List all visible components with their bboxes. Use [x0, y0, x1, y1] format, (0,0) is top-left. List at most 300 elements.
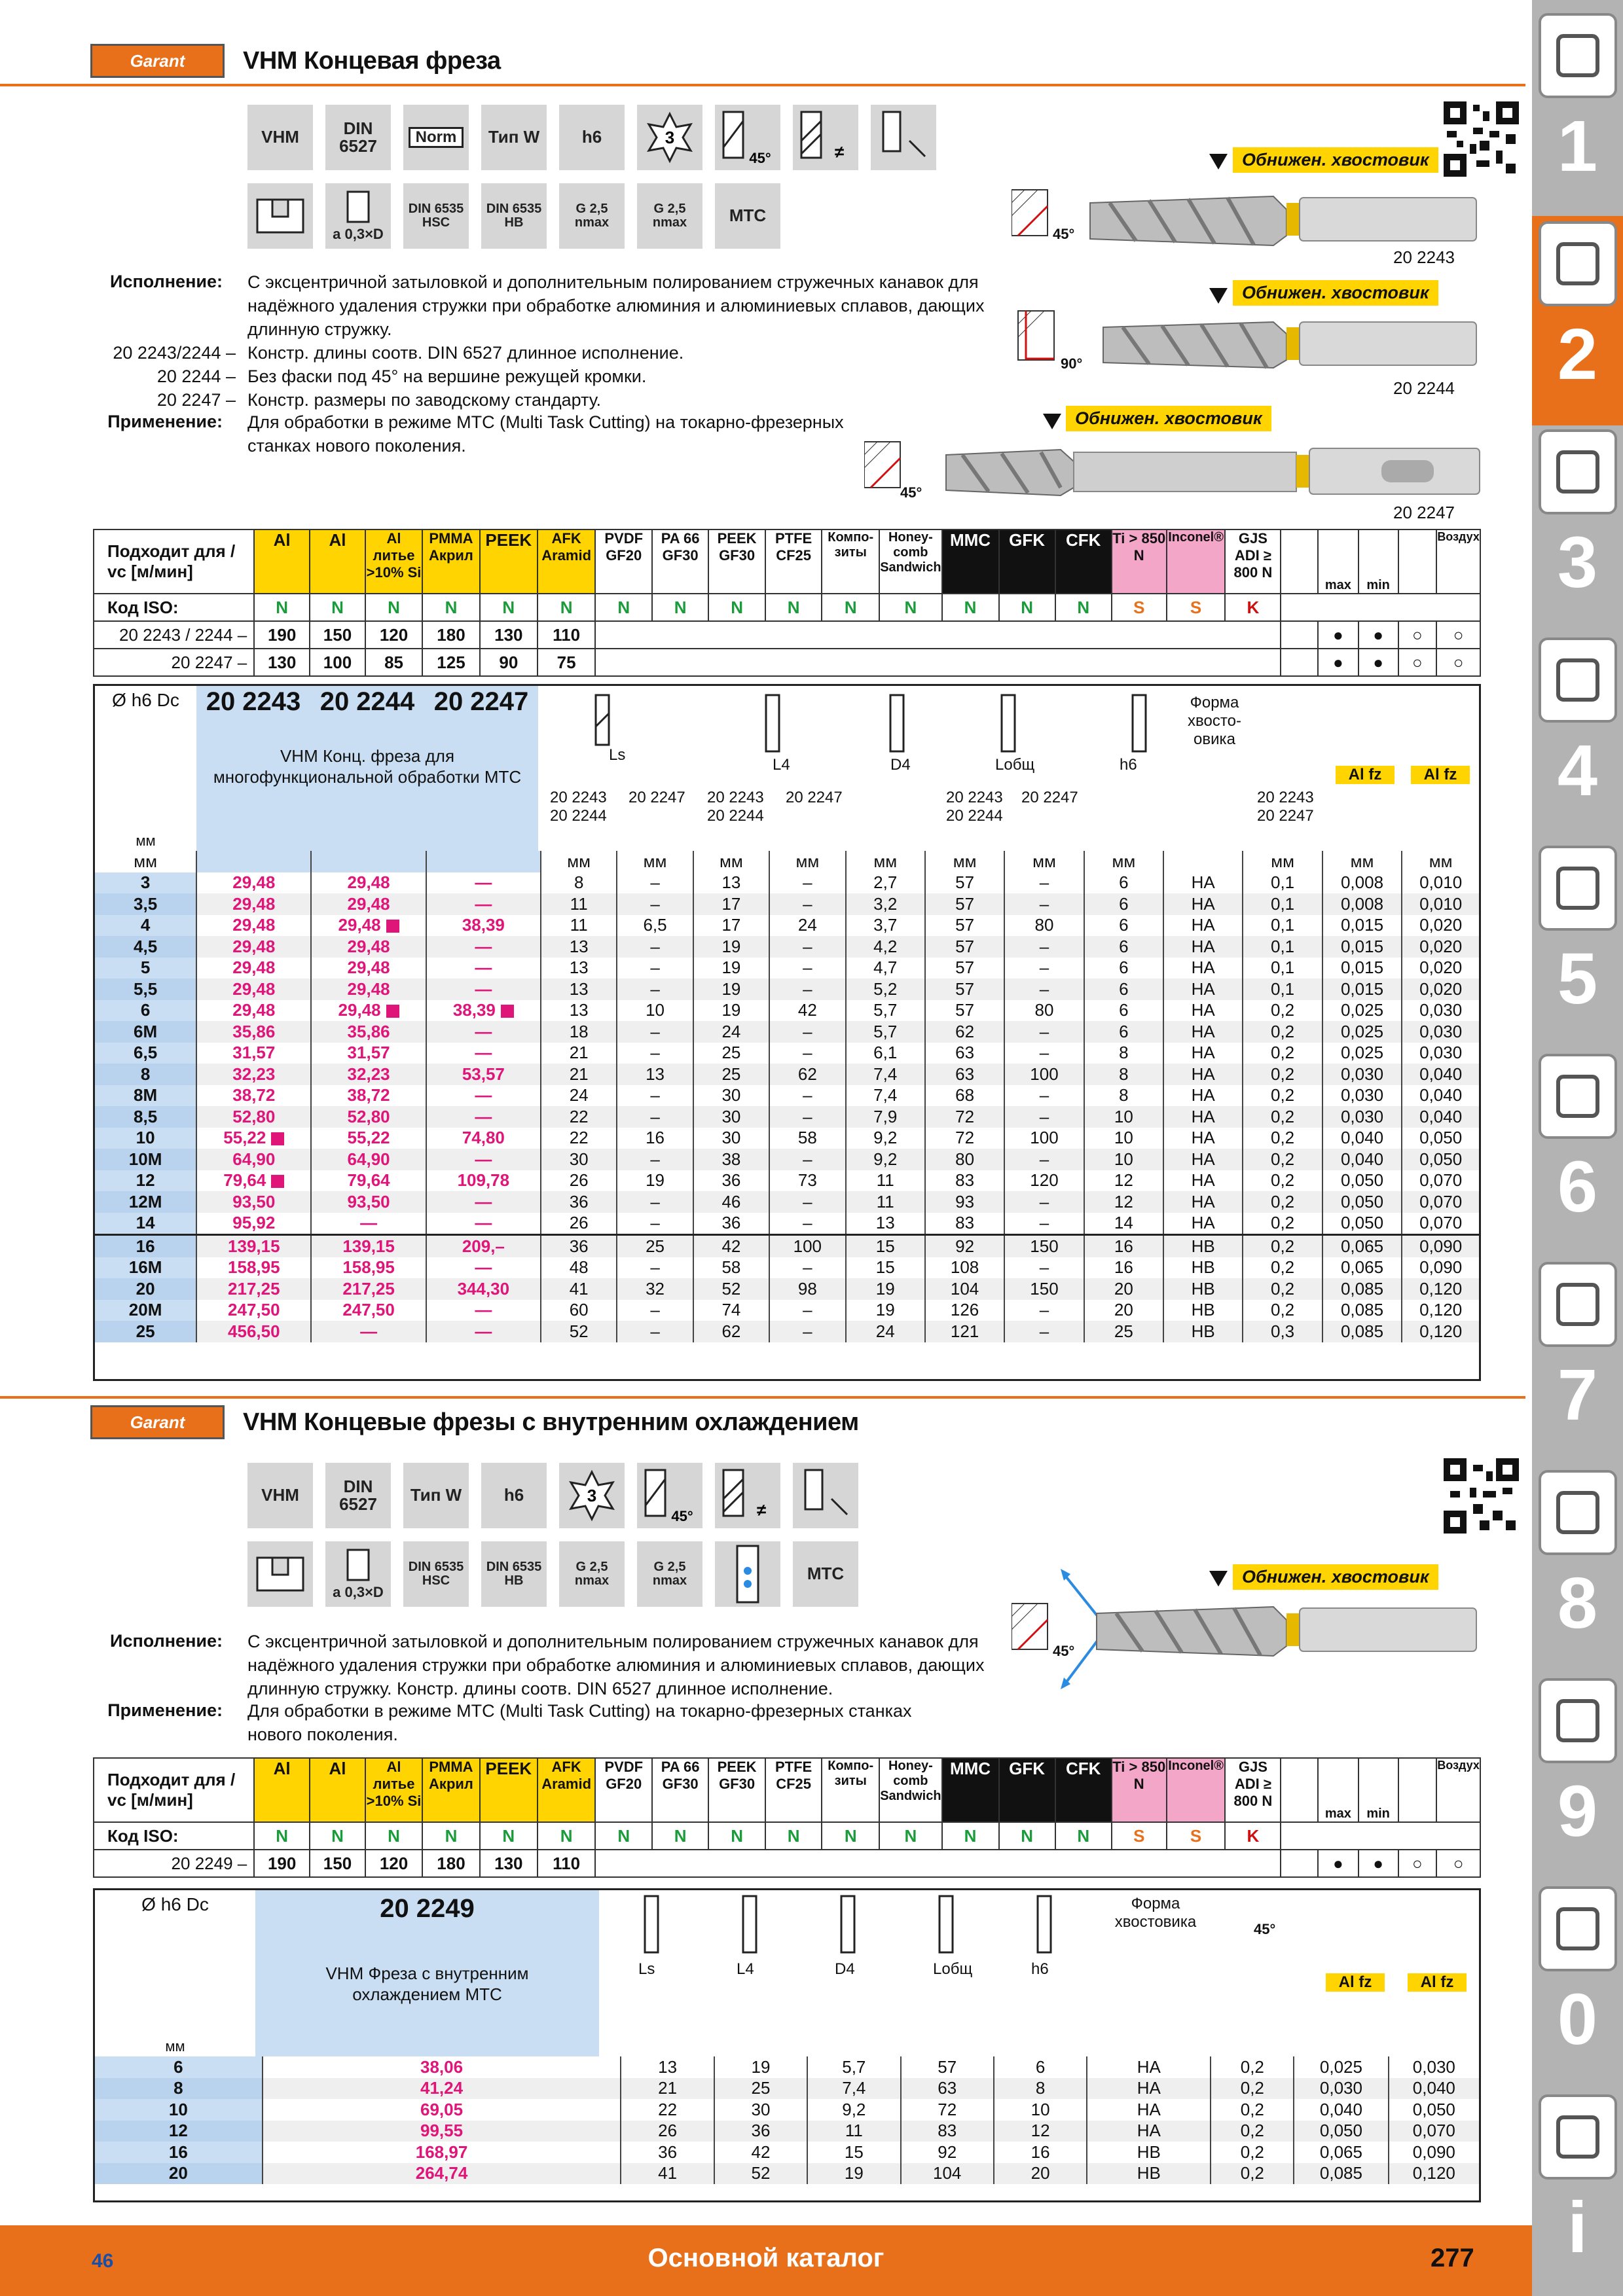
- value-cell: 9,2: [846, 1149, 925, 1170]
- value-cell: 10: [617, 1000, 693, 1022]
- tool-dim-icon: [589, 694, 615, 746]
- shank-form-label: Форма хвостовика: [1114, 1895, 1197, 1931]
- price-cell[interactable]: —: [426, 978, 541, 1000]
- vc-value: 120: [365, 621, 422, 649]
- price-cell[interactable]: 31,57: [196, 1043, 311, 1064]
- price-cell[interactable]: 35,86: [311, 1021, 426, 1043]
- shank-label-1: Обнижен. хвостовик: [1233, 147, 1438, 173]
- table-row: [95, 978, 1479, 1000]
- fz-al-1: Al fz: [1326, 1973, 1385, 1992]
- value-cell: HA: [1163, 936, 1243, 958]
- value-cell: 60: [541, 1300, 617, 1321]
- diameter-cell: 6: [95, 2056, 263, 2078]
- value-cell: 100: [1004, 1064, 1084, 1085]
- table-row: [95, 2142, 1479, 2163]
- price-cell[interactable]: —: [426, 893, 541, 915]
- value-cell: 5,2: [846, 978, 925, 1000]
- value-cell: 58: [693, 1257, 769, 1279]
- value-cell: 6: [1084, 872, 1163, 894]
- unit: мм: [541, 851, 617, 872]
- mat-gjs: GJS ADI ≥ 800 N: [1225, 529, 1281, 594]
- sidebar-tab-number[interactable]: 1: [1557, 106, 1598, 187]
- value-cell: 83: [901, 2121, 994, 2142]
- value-cell: 0,2: [1243, 1064, 1322, 1085]
- mat-pvdf: PVDF GF20: [595, 1758, 652, 1822]
- value-cell: HB: [1087, 2142, 1211, 2163]
- price-cell[interactable]: —: [311, 1321, 426, 1342]
- value-cell: 0,070: [1402, 1170, 1479, 1192]
- value-cell: 46: [693, 1191, 769, 1213]
- price-cell[interactable]: 79,64: [311, 1170, 426, 1192]
- price-cell[interactable]: 64,90: [196, 1149, 311, 1170]
- value-cell: 22: [541, 1128, 617, 1149]
- shank-label-4: Обнижен. хвостовик: [1233, 1564, 1438, 1590]
- value-cell: 0,040: [1402, 1106, 1479, 1128]
- table-row: [95, 958, 1479, 979]
- value-cell: 20: [1084, 1300, 1163, 1321]
- price-cell[interactable]: 32,23: [196, 1064, 311, 1085]
- icon-balance-2: G 2,5 nmax: [637, 1541, 702, 1607]
- value-cell: 80: [1004, 915, 1084, 937]
- coolant-none-icon: [1398, 529, 1437, 594]
- value-cell: 6,5: [617, 915, 693, 937]
- value-cell: 22: [541, 1106, 617, 1128]
- value-cell: 0,2: [1211, 2142, 1294, 2163]
- value-cell: 74: [693, 1300, 769, 1321]
- sidebar-tab-7-icon[interactable]: [1539, 1262, 1617, 1347]
- sidebar-tab-number[interactable]: 9: [1557, 1771, 1598, 1852]
- section2-title: VHM Концевые фрезы с внутренним охлаждением: [243, 1408, 859, 1436]
- value-cell: 80: [1004, 1000, 1084, 1022]
- price-cell[interactable]: 168,97: [263, 2142, 621, 2163]
- part-number-202244: 20 2244: [1393, 378, 1455, 398]
- unit: мм: [1322, 851, 1402, 872]
- mat-al-cast: Al литье >10% Si: [365, 1758, 422, 1822]
- iso-label: Код ISO:: [94, 594, 254, 621]
- price-cell[interactable]: 31,57: [311, 1043, 426, 1064]
- price-cell[interactable]: 158,95: [311, 1257, 426, 1279]
- price-cell[interactable]: 35,86: [196, 1021, 311, 1043]
- value-cell: 72: [925, 1128, 1004, 1149]
- value-cell: 0,090: [1389, 2142, 1479, 2163]
- price-cell[interactable]: 29,48: [196, 872, 311, 894]
- iso-code: N: [1055, 1822, 1112, 1850]
- price-cell[interactable]: 55,22: [196, 1128, 311, 1149]
- value-cell: 36: [693, 1170, 769, 1192]
- value-cell: 0,040: [1294, 2099, 1388, 2121]
- param-h6: h6: [1120, 756, 1137, 774]
- table-row: [95, 1321, 1479, 1342]
- price-cell[interactable]: 29,48: [311, 978, 426, 1000]
- value-cell: 72: [901, 2099, 994, 2121]
- price-cell[interactable]: 139,15: [196, 1235, 311, 1257]
- price-cell[interactable]: 264,74: [263, 2163, 621, 2185]
- price-cell[interactable]: 29,48: [311, 893, 426, 915]
- price-cell[interactable]: 217,25: [196, 1278, 311, 1300]
- price-cell[interactable]: 29,48: [196, 936, 311, 958]
- sidebar-tab-number[interactable]: 0: [1557, 1979, 1598, 2060]
- vc-empty: [595, 649, 1281, 676]
- value-cell: 41: [621, 2163, 714, 2185]
- price-cell[interactable]: 52,80: [196, 1106, 311, 1128]
- value-cell: 0,2: [1243, 1106, 1322, 1128]
- param-l4: L4: [737, 1960, 754, 1978]
- price-cell[interactable]: 139,15: [311, 1235, 426, 1257]
- value-cell: 8: [1084, 1064, 1163, 1085]
- price-cell[interactable]: 95,92: [196, 1213, 311, 1235]
- value-cell: HA: [1087, 2121, 1211, 2142]
- value-cell: 0,2: [1243, 1021, 1322, 1043]
- tool-dim-icon: [737, 1895, 763, 1954]
- vc-value: 120: [365, 1850, 422, 1877]
- price-cell[interactable]: 38,39: [426, 915, 541, 937]
- price-cell[interactable]: 32,23: [311, 1064, 426, 1085]
- value-cell: 22: [621, 2099, 714, 2121]
- value-cell: 6: [1084, 1000, 1163, 1022]
- price-cell[interactable]: —: [426, 1149, 541, 1170]
- unit: [311, 851, 426, 872]
- value-cell: 15: [846, 1257, 925, 1279]
- price-cell[interactable]: 38,06: [263, 2056, 621, 2078]
- unit: мм: [1004, 851, 1084, 872]
- value-cell: 0,050: [1402, 1128, 1479, 1149]
- price-cell[interactable]: 247,50: [311, 1300, 426, 1321]
- sidebar-tab-4-icon[interactable]: [1539, 637, 1617, 723]
- vc-value: 180: [422, 621, 480, 649]
- price-cell[interactable]: 344,30: [426, 1278, 541, 1300]
- value-cell: 52: [693, 1278, 769, 1300]
- page-number-left: 46: [92, 2250, 114, 2272]
- sidebar-tab-number[interactable]: i: [1567, 2187, 1588, 2268]
- price-cell[interactable]: —: [426, 1021, 541, 1043]
- price-cell[interactable]: —: [426, 1043, 541, 1064]
- price-cell[interactable]: —: [426, 1213, 541, 1235]
- value-cell: 12: [994, 2121, 1087, 2142]
- mat-inconel: Inconel®: [1167, 529, 1226, 594]
- value-cell: HB: [1087, 2163, 1211, 2185]
- value-cell: 0,025: [1322, 1043, 1402, 1064]
- price-cell[interactable]: 247,50: [196, 1300, 311, 1321]
- value-cell: –: [1004, 1149, 1084, 1170]
- price-cell[interactable]: 99,55: [263, 2121, 621, 2142]
- fz-al-2: Al fz: [1411, 766, 1470, 784]
- value-cell: 0,070: [1389, 2121, 1479, 2142]
- price-cell[interactable]: 29,48: [311, 958, 426, 979]
- price-cell[interactable]: 38,39: [426, 1000, 541, 1022]
- coolant-mark: ○: [1436, 649, 1480, 676]
- price-cell[interactable]: 93,50: [311, 1191, 426, 1213]
- value-cell: 0,020: [1402, 915, 1479, 937]
- price-cell[interactable]: 53,57: [426, 1064, 541, 1085]
- price-cell[interactable]: —: [426, 1257, 541, 1279]
- svg-text:45°: 45°: [671, 1508, 693, 1524]
- coolant-mark: ●: [1318, 621, 1358, 649]
- value-cell: 0,070: [1402, 1213, 1479, 1235]
- price-cell[interactable]: 158,95: [196, 1257, 311, 1279]
- unequal-pitch-icon: [715, 1463, 780, 1528]
- table-row: [95, 1149, 1479, 1170]
- table1-body: [95, 872, 1479, 1342]
- diameter-cell: 6: [95, 1000, 196, 1022]
- value-cell: 19: [617, 1170, 693, 1192]
- sidebar-tab-number[interactable]: 3: [1557, 522, 1598, 603]
- value-cell: HA: [1087, 2078, 1211, 2100]
- stock-marker-icon: [501, 1005, 514, 1018]
- param-ltotal: Lобщ: [995, 756, 1035, 774]
- coolant-mark: ●: [1359, 649, 1398, 676]
- svg-text:3: 3: [665, 128, 675, 147]
- diameter-cell: 10M: [95, 1149, 196, 1170]
- iso-code: N: [652, 1822, 708, 1850]
- sidebar-tab-9-icon[interactable]: [1539, 1678, 1617, 1763]
- iso-code: N: [422, 1822, 480, 1850]
- header-dia-cell: [95, 1890, 255, 2056]
- diameter-cell: 4,5: [95, 936, 196, 958]
- coolant-min: min: [1359, 529, 1398, 594]
- part-number-202247: 20 2247: [1393, 503, 1455, 522]
- value-cell: –: [1004, 872, 1084, 894]
- value-cell: 13: [617, 1064, 693, 1085]
- diameter-cell: 8,5: [95, 1106, 196, 1128]
- tool-image-202243: [1012, 183, 1483, 255]
- iso-label: Код ISO:: [94, 1822, 254, 1850]
- sidebar-tab-0-icon[interactable]: [1539, 1886, 1617, 1971]
- value-cell: 6: [1084, 893, 1163, 915]
- value-cell: 16: [617, 1128, 693, 1149]
- sidebar-tab-number[interactable]: 4: [1557, 730, 1598, 811]
- price-cell[interactable]: —: [426, 1085, 541, 1107]
- value-cell: 0,1: [1243, 978, 1322, 1000]
- price-cell[interactable]: 79,64: [196, 1170, 311, 1192]
- table-row: [95, 1128, 1479, 1149]
- diameter-cell: 4: [95, 915, 196, 937]
- price-cell[interactable]: 29,48: [311, 872, 426, 894]
- price-cell[interactable]: 217,25: [311, 1278, 426, 1300]
- icon-balance-1: G 2,5 nmax: [559, 1541, 625, 1607]
- price-cell[interactable]: 64,90: [311, 1149, 426, 1170]
- price-cell[interactable]: 29,48: [311, 936, 426, 958]
- value-cell: –: [769, 1106, 845, 1128]
- price-cell[interactable]: —: [426, 1191, 541, 1213]
- value-cell: 0,040: [1402, 1064, 1479, 1085]
- value-cell: –: [617, 1300, 693, 1321]
- sidebar-tab-2-icon[interactable]: [1539, 221, 1617, 306]
- value-cell: 9,2: [846, 1128, 925, 1149]
- value-cell: –: [769, 1300, 845, 1321]
- value-cell: 0,2: [1211, 2099, 1294, 2121]
- qr-code-icon[interactable]: [1444, 101, 1519, 177]
- value-cell: –: [1004, 1191, 1084, 1213]
- mat-peek: PEEK: [480, 1758, 538, 1822]
- diameter-cell: 16: [95, 2142, 263, 2163]
- header-price-block: [255, 1890, 599, 2056]
- mat-ti: Ti > 850 N: [1112, 529, 1167, 594]
- slot-milling-icon: [247, 1541, 313, 1607]
- iso-code: S: [1112, 594, 1167, 621]
- value-cell: 0,2: [1211, 2163, 1294, 2185]
- price-cell[interactable]: 29,48: [196, 1000, 311, 1022]
- price-cell[interactable]: —: [311, 1213, 426, 1235]
- value-cell: 0,040: [1389, 2078, 1479, 2100]
- value-cell: 0,015: [1322, 978, 1402, 1000]
- vc-value: 130: [254, 649, 310, 676]
- flutes-3-icon: [637, 105, 702, 170]
- value-cell: 17: [693, 915, 769, 937]
- tool-image-202247: [864, 435, 1486, 507]
- value-cell: 41: [541, 1278, 617, 1300]
- mat-cfk: CFK: [1055, 1758, 1112, 1822]
- value-cell: HA: [1163, 958, 1243, 979]
- sidebar-tab-1-icon[interactable]: [1539, 13, 1617, 98]
- table-row: [95, 1300, 1479, 1321]
- price-cell[interactable]: 41,24: [263, 2078, 621, 2100]
- price-cell[interactable]: —: [426, 958, 541, 979]
- price-cell[interactable]: 29,48: [196, 978, 311, 1000]
- label-r2: 20 2244 –: [156, 367, 236, 386]
- coolant-max: max: [1318, 529, 1358, 594]
- sidebar-tab-number[interactable]: 5: [1557, 939, 1598, 1019]
- price-cell[interactable]: 29,48: [311, 915, 426, 937]
- value-cell: 6: [1084, 958, 1163, 979]
- value-cell: 80: [925, 1149, 1004, 1170]
- arrow-marker-icon: [1209, 154, 1228, 170]
- tool-dim-icon: [759, 694, 786, 753]
- vc-value: 110: [538, 621, 596, 649]
- value-cell: 62: [925, 1021, 1004, 1043]
- value-cell: 52: [541, 1321, 617, 1342]
- value-cell: 24: [541, 1085, 617, 1107]
- value-cell: HA: [1087, 2056, 1211, 2078]
- value-cell: 0,030: [1294, 2078, 1388, 2100]
- iso-code: N: [422, 594, 480, 621]
- value-cell: HA: [1163, 978, 1243, 1000]
- price-cell[interactable]: 29,48: [196, 893, 311, 915]
- sidebar-tab-8-icon[interactable]: [1539, 1470, 1617, 1555]
- coolant-mark: ○: [1436, 621, 1480, 649]
- coolant-mark: ●: [1318, 649, 1358, 676]
- icon-din6535-hb: DIN 6535 HB: [481, 183, 547, 249]
- vc-value: 130: [480, 621, 538, 649]
- value-cell: 0,010: [1402, 872, 1479, 894]
- mat-peek-gf30: PEEK GF30: [708, 1758, 765, 1822]
- price-cell[interactable]: —: [426, 1321, 541, 1342]
- value-cell: 26: [541, 1170, 617, 1192]
- price-cell[interactable]: 38,72: [196, 1085, 311, 1107]
- garant-logo: Garant: [90, 44, 225, 78]
- table-row: [95, 1278, 1479, 1300]
- value-cell: 0,2: [1243, 1085, 1322, 1107]
- value-cell: 20: [994, 2163, 1087, 2185]
- mat-composite: Компо-зиты: [822, 529, 879, 594]
- flutes-3-icon: [559, 1463, 625, 1528]
- diameter-cell: 12M: [95, 1191, 196, 1213]
- value-cell: 13: [621, 2056, 714, 2078]
- price-cell[interactable]: 74,80: [426, 1128, 541, 1149]
- icon-h6: h6: [559, 105, 625, 170]
- value-cell: HA: [1163, 1128, 1243, 1149]
- icon-h6: h6: [481, 1463, 547, 1528]
- value-cell: 73: [769, 1170, 845, 1192]
- header-rule: [0, 84, 1525, 86]
- coolant-none-icon: [1398, 1758, 1437, 1822]
- price-cell[interactable]: 456,50: [196, 1321, 311, 1342]
- table-row: [95, 2099, 1479, 2121]
- mat-pmma: PMMA Акрил: [422, 1758, 480, 1822]
- value-cell: 0,2: [1243, 1191, 1322, 1213]
- price-cell[interactable]: 52,80: [311, 1106, 426, 1128]
- depth-icon: a 0,3×D: [325, 183, 391, 249]
- unit: мм: [846, 851, 925, 872]
- diameter-cell: 8: [95, 1064, 196, 1085]
- price-cell[interactable]: 29,48: [196, 915, 311, 937]
- value-cell: 0,2: [1243, 1149, 1322, 1170]
- value-cell: 19: [714, 2056, 807, 2078]
- sidebar-tab-number[interactable]: 7: [1557, 1355, 1598, 1435]
- sidebar-tab-number[interactable]: 8: [1557, 1563, 1598, 1643]
- mat-cfk: CFK: [1055, 529, 1112, 594]
- price-cell[interactable]: —: [426, 936, 541, 958]
- value-cell: –: [1004, 1021, 1084, 1043]
- price-cell[interactable]: 69,05: [263, 2099, 621, 2121]
- iso-code: N: [765, 1822, 822, 1850]
- icon-din6527: DIN 6527: [325, 1463, 391, 1528]
- sidebar-tab-5-icon[interactable]: [1539, 846, 1617, 931]
- mat-mmc: MMC: [942, 1758, 999, 1822]
- value-cell: 13: [541, 1000, 617, 1022]
- value-cell: 0,015: [1322, 958, 1402, 979]
- price-cell[interactable]: 29,48: [196, 958, 311, 979]
- price-cell[interactable]: 55,22: [311, 1128, 426, 1149]
- diameter-cell: 16M: [95, 1257, 196, 1279]
- value-cell: 11: [846, 1191, 925, 1213]
- iso-code: N: [254, 594, 310, 621]
- value-cell: 0,1: [1243, 893, 1322, 915]
- price-cell[interactable]: 93,50: [196, 1191, 311, 1213]
- price-cell[interactable]: 29,48: [311, 1000, 426, 1022]
- price-cell[interactable]: 209,–: [426, 1235, 541, 1257]
- price-cell[interactable]: 109,78: [426, 1170, 541, 1192]
- table-row: [95, 1000, 1479, 1022]
- section1-title: VHM Концевая фреза: [243, 46, 501, 75]
- icon-balance-2: G 2,5 nmax: [637, 183, 702, 249]
- value-cell: 0,015: [1322, 915, 1402, 937]
- vc-value: 190: [254, 621, 310, 649]
- qr-code-icon[interactable]: [1444, 1458, 1519, 1534]
- price-cell[interactable]: —: [426, 1300, 541, 1321]
- sidebar-tab-6-icon[interactable]: [1539, 1054, 1617, 1139]
- value-cell: 62: [769, 1064, 845, 1085]
- arrow-marker-icon: [1043, 414, 1061, 429]
- diameter-cell: 6M: [95, 1021, 196, 1043]
- sidebar-tab-number[interactable]: 2: [1557, 314, 1598, 395]
- price-cell[interactable]: —: [426, 1106, 541, 1128]
- price-cell[interactable]: —: [426, 872, 541, 894]
- table-row: [95, 1064, 1479, 1085]
- value-cell: 20: [1084, 1278, 1163, 1300]
- price-cell[interactable]: 38,72: [311, 1085, 426, 1107]
- table-row: [95, 872, 1479, 894]
- tool-dim-icon: [638, 1895, 665, 1954]
- iso-code: N: [879, 594, 941, 621]
- value-cell: 19: [693, 936, 769, 958]
- sidebar-tab-info-icon[interactable]: [1539, 2094, 1617, 2179]
- coolant-air: Воздух: [1436, 529, 1480, 594]
- value-cell: 4,2: [846, 936, 925, 958]
- sidebar-tab-3-icon[interactable]: [1539, 429, 1617, 514]
- value-cell: 2,7: [846, 872, 925, 894]
- unit: мм: [1402, 851, 1479, 872]
- sidebar-tab-number[interactable]: 6: [1557, 1147, 1598, 1227]
